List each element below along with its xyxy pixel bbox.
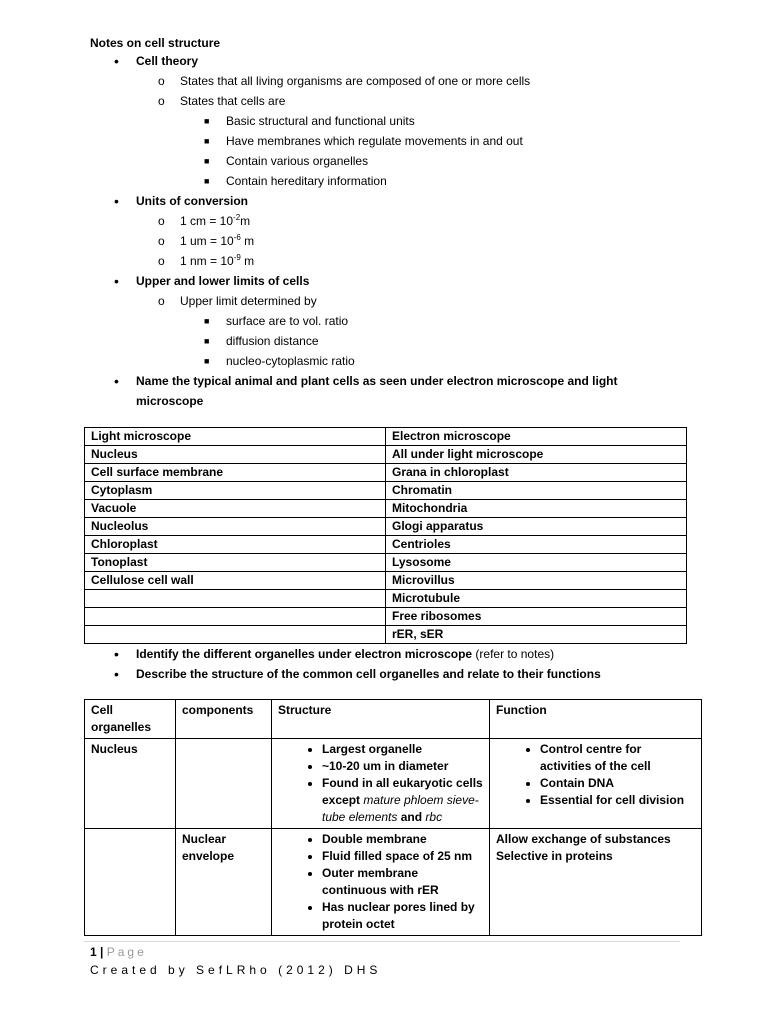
outline-text: Basic structural and functional units bbox=[226, 114, 415, 128]
bullet-icon: • bbox=[114, 273, 119, 289]
table-cell: Chloroplast bbox=[85, 536, 386, 554]
outline-text: Name the typical animal and plant cells as seen under electron microscope and light microscope bbox=[136, 374, 618, 408]
page-label: Page bbox=[106, 945, 147, 959]
table-row bbox=[85, 590, 687, 608]
organelle-name: Nucleus bbox=[85, 739, 176, 829]
table-row bbox=[85, 536, 687, 554]
table-cell: Nucleus bbox=[85, 446, 386, 464]
table-row bbox=[85, 554, 687, 572]
outline-item bbox=[90, 91, 650, 111]
table-cell: Free ribosomes bbox=[386, 608, 687, 626]
circle-bullet-icon: o bbox=[158, 214, 165, 228]
table-cell: Chromatin bbox=[386, 482, 687, 500]
outline-text: Contain hereditary information bbox=[226, 174, 387, 188]
outline-item bbox=[90, 371, 650, 411]
table-cell: Grana in chloroplast bbox=[386, 464, 687, 482]
list-item: • Fluid filled space of 25 nm bbox=[322, 848, 483, 865]
outline-text: surface are to vol. ratio bbox=[226, 314, 349, 328]
table-row bbox=[85, 608, 687, 626]
square-bullet-icon: ■ bbox=[204, 176, 210, 186]
square-bullet-icon: ■ bbox=[204, 136, 210, 146]
page-title: Notes on cell structure bbox=[90, 36, 221, 50]
outline-item bbox=[90, 131, 650, 151]
list-item: • Largest organelle bbox=[322, 741, 483, 758]
outline-text-note: (refer to notes) bbox=[472, 647, 555, 661]
page-number: 1 bbox=[90, 945, 97, 959]
bullet-icon: • bbox=[114, 53, 119, 69]
outline-text: Contain various organelles bbox=[226, 154, 369, 168]
outline-item bbox=[90, 211, 650, 231]
circle-bullet-icon: o bbox=[158, 234, 165, 248]
function-cell bbox=[490, 739, 702, 829]
list-item: • Essential for cell division bbox=[540, 792, 695, 809]
table-cell: Vacuole bbox=[85, 500, 386, 518]
outline-text: Describe the structure of the common cell organelles and relate to their functions bbox=[136, 667, 601, 681]
square-bullet-icon: ■ bbox=[204, 116, 210, 126]
outline-item bbox=[90, 111, 650, 131]
outline-text: Identify the different organelles under electron microscope bbox=[136, 647, 473, 661]
outline-item bbox=[90, 251, 650, 271]
function-line: Allow exchange of substances bbox=[496, 832, 671, 846]
outline-text: 1 nm = $10^{-9}$ m bbox=[180, 253, 255, 268]
function-line: Selective in proteins bbox=[496, 849, 613, 863]
square-bullet-icon: ■ bbox=[204, 356, 210, 366]
bullet-icon: • bbox=[114, 193, 119, 209]
microscope-table bbox=[84, 427, 687, 644]
outline-item bbox=[90, 191, 650, 211]
outline-text: States that cells are bbox=[180, 94, 286, 108]
outline-item bbox=[90, 171, 650, 191]
list-item: • Found in all eukaryotic cells except mature phloem sieve-tube elements and rbc bbox=[322, 775, 483, 826]
bullet-icon: • bbox=[114, 666, 119, 682]
footer-page bbox=[90, 942, 147, 962]
table-cell: Lysosome bbox=[386, 554, 687, 572]
table-cell: Glogi apparatus bbox=[386, 518, 687, 536]
square-bullet-icon: ■ bbox=[204, 316, 210, 326]
table-row bbox=[85, 500, 687, 518]
outline-text: Have membranes which regulate movements in and out bbox=[226, 134, 523, 148]
table-cell: Tonoplast bbox=[85, 554, 386, 572]
circle-bullet-icon: o bbox=[158, 74, 165, 88]
header-components: components bbox=[176, 700, 272, 739]
table-cell bbox=[85, 590, 386, 608]
table-cell: All under light microscope bbox=[386, 446, 687, 464]
microscope-table-header bbox=[85, 428, 687, 446]
outline-item bbox=[90, 71, 650, 91]
list-item: • Double membrane bbox=[322, 831, 483, 848]
table-row bbox=[85, 626, 687, 644]
table-row-envelope bbox=[85, 829, 702, 936]
table-cell: Mitochondria bbox=[386, 500, 687, 518]
outline-text: Upper limit determined by bbox=[180, 294, 317, 308]
page-separator: | bbox=[100, 945, 104, 959]
outline-text: Units of conversion bbox=[136, 194, 249, 208]
header-cell-organelles: Cell organelles bbox=[85, 700, 176, 739]
table-row bbox=[85, 482, 687, 500]
table-cell: rER, sER bbox=[386, 626, 687, 644]
table-row bbox=[85, 518, 687, 536]
outline-list bbox=[90, 51, 650, 411]
bullet-icon: • bbox=[114, 646, 119, 662]
function-cell bbox=[490, 829, 702, 936]
header-function: Function bbox=[490, 700, 702, 739]
header-structure: Structure bbox=[272, 700, 490, 739]
organelle-table-header bbox=[85, 700, 702, 739]
table-cell: Microvillus bbox=[386, 572, 687, 590]
square-bullet-icon: ■ bbox=[204, 156, 210, 166]
table-cell: Cytoplasm bbox=[85, 482, 386, 500]
outline-item bbox=[90, 311, 650, 331]
outline-text: Upper and lower limits of cells bbox=[136, 274, 310, 288]
table-cell: Cellulose cell wall bbox=[85, 572, 386, 590]
square-bullet-icon: ■ bbox=[204, 336, 210, 346]
outline-item bbox=[90, 291, 650, 311]
outline-item bbox=[90, 664, 690, 684]
outline-item bbox=[90, 271, 650, 291]
outline-item bbox=[90, 644, 690, 664]
header-electron-microscope: Electron microscope bbox=[386, 428, 687, 446]
outline-text: 1 cm = $10^{-2}m$ bbox=[180, 213, 251, 228]
outline-text: 1 um = $10^{-6}$ m bbox=[180, 233, 255, 248]
table-row bbox=[85, 446, 687, 464]
table-cell: Centrioles bbox=[386, 536, 687, 554]
header-light-microscope: Light microscope bbox=[85, 428, 386, 446]
outline-text: Cell theory bbox=[136, 54, 199, 68]
table-cell bbox=[85, 608, 386, 626]
table-cell: Cell surface membrane bbox=[85, 464, 386, 482]
list-item: • Control centre for activities of the cell bbox=[540, 741, 695, 775]
list-item: • Contain DNA bbox=[540, 775, 695, 792]
list-item: • Outer membrane continuous with rER bbox=[322, 865, 483, 899]
outline-item bbox=[90, 51, 650, 71]
footer-credit: Created by SefLRho (2012) DHS bbox=[90, 963, 382, 977]
outline-item bbox=[90, 151, 650, 171]
mid-bullets bbox=[90, 644, 690, 684]
bullet-icon: • bbox=[114, 373, 119, 389]
list-item: • Has nuclear pores lined by protein octet bbox=[322, 899, 483, 933]
outline-item bbox=[90, 331, 650, 351]
table-row-nucleus bbox=[85, 739, 702, 829]
outline-item bbox=[90, 351, 650, 371]
table-cell: Nucleolus bbox=[85, 518, 386, 536]
circle-bullet-icon: o bbox=[158, 254, 165, 268]
table-row bbox=[85, 572, 687, 590]
component-name: Nuclear envelope bbox=[176, 829, 272, 936]
components-cell bbox=[176, 739, 272, 829]
outline-text: diffusion distance bbox=[226, 334, 319, 348]
table-cell bbox=[85, 626, 386, 644]
outline-item bbox=[90, 231, 650, 251]
outline-text: States that all living organisms are composed of one or more cells bbox=[180, 74, 531, 88]
table-cell: Microtubule bbox=[386, 590, 687, 608]
table-row bbox=[85, 464, 687, 482]
circle-bullet-icon: o bbox=[158, 94, 165, 108]
structure-cell bbox=[272, 739, 490, 829]
structure-cell bbox=[272, 829, 490, 936]
organelle-name-empty bbox=[85, 829, 176, 936]
circle-bullet-icon: o bbox=[158, 294, 165, 308]
footer-rule bbox=[84, 941, 680, 942]
outline-text: nucleo-cytoplasmic ratio bbox=[226, 354, 355, 368]
list-item: • ~10-20 um in diameter bbox=[322, 758, 483, 775]
organelle-table bbox=[84, 699, 702, 936]
